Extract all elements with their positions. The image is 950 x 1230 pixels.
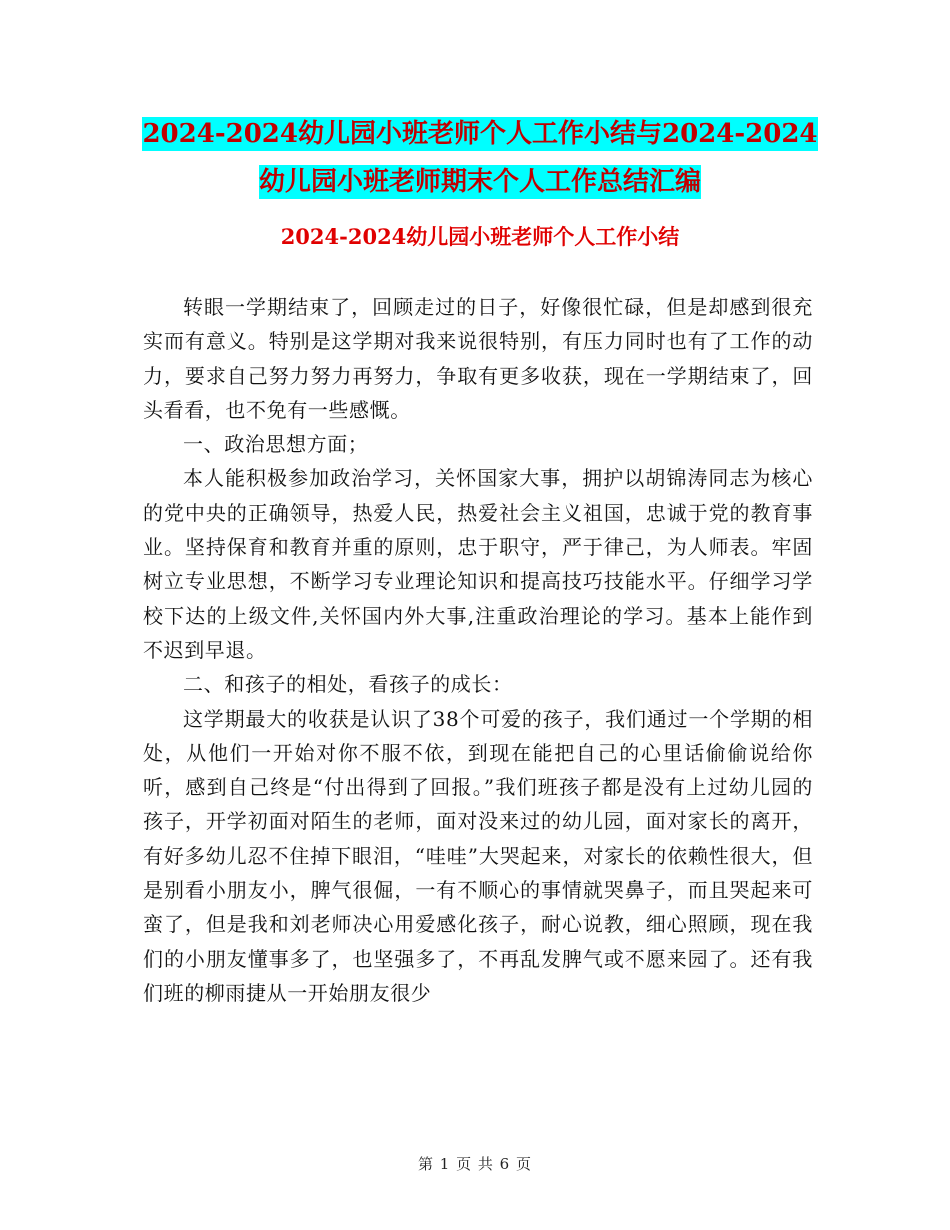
paragraph: 转眼一学期结束了，回顾走过的日子，好像很忙碌，但是却感到很充实而有意义。特别是这学期对我来说很特别，有压力同时也有了工作的动力，要求自己努力努力再努力，争取有更多收获，现在一学期结束了，回头看看，也不免有一些感慨。 <box>143 295 813 422</box>
page-footer: 第 1 页 共 6 页 <box>418 1155 532 1173</box>
paragraph-heading: 二、和孩子的相处，看孩子的成长： <box>183 672 513 697</box>
paragraph: 本人能积极参加政治学习，关怀国家大事，拥护以胡锦涛同志为核心的党中央的正确领导，热爱人民，热爱社会主义祖国，忠诚于党的教育事业。坚持保育和教育并重的原则，忠于职守，严于律己，为人师表。牢固树立专业思想，不断学习专业理论知识和提高技巧技能水平。仔细学习学校下达的上级文件,关怀国内外大事,注重政治理论的学习。基本上能作到不迟到早退。 <box>143 466 813 662</box>
document-title-line-1: 2024-2024幼儿园小班老师个人工作小结与2024-2024 <box>142 119 818 149</box>
document-body <box>143 290 813 1010</box>
paragraph-heading: 一、政治思想方面； <box>183 432 369 457</box>
document-title <box>140 110 820 206</box>
document-title-line-2: 幼儿园小班老师期末个人工作总结汇编 <box>258 167 701 197</box>
section-title: 2024-2024幼儿园小班老师个人工作小结 <box>280 224 680 249</box>
paragraph: 这学期最大的收获是认识了38个可爱的孩子，我们通过一个学期的相处，从他们一开始对你不服不依，到现在能把自己的心里话偷偷说给你听，感到自己终是“付出得到了回报。”我们班孩子都是没有上过幼儿园的孩子，开学初面对陌生的老师，面对没来过的幼儿园，面对家长的离开，有好多幼儿忍不住掉下眼泪，“哇哇”大哭起来，对家长的依赖性很大，但是别看小朋友小，脾气很倔，一有不顺心的事情就哭鼻子，而且哭起来可蛮了，但是我和刘老师决心用爱感化孩子，耐心说教，细心照顾，现在我们的小朋友懂事多了，也坚强多了，不再乱发脾气或不愿来园了。还有我们班的柳雨捷从一开始朋友很少 <box>143 706 813 1005</box>
